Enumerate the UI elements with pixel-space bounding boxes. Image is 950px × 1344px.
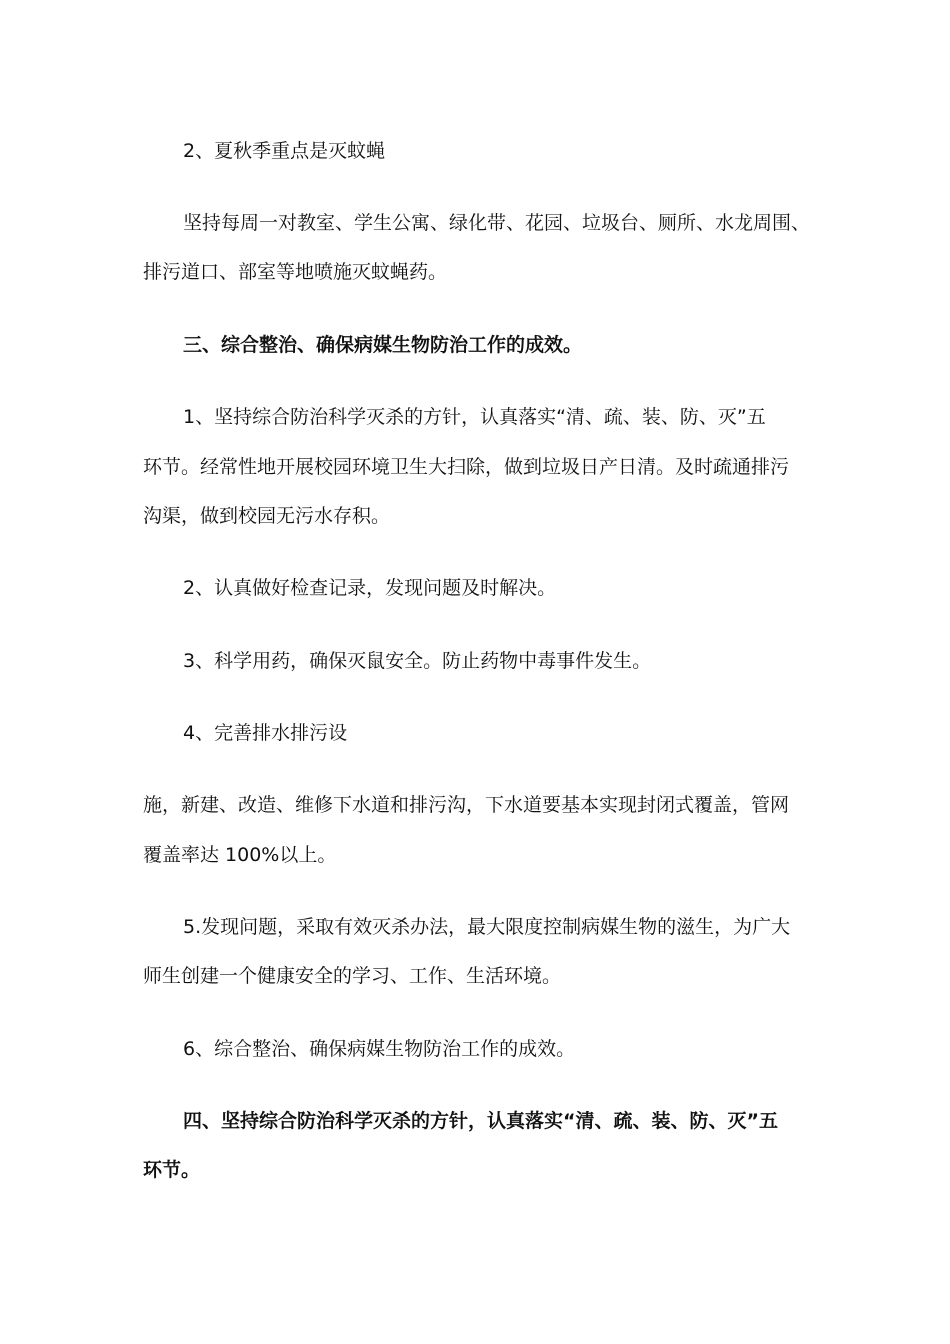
paragraph-line: 6、综合整治、确保病媒生物防治工作的成效。 bbox=[183, 1038, 576, 1060]
paragraph-line: 3、科学用药，确保灭鼠安全。防止药物中毒事件发生。 bbox=[183, 650, 652, 672]
paragraph-line: 2、认真做好检查记录，发现问题及时解决。 bbox=[183, 577, 557, 599]
section-heading: 三、综合整治、确保病媒生物防治工作的成效。 bbox=[183, 334, 583, 356]
paragraph-line: 1、坚持综合防治科学灭杀的方针，认真落实“清、疏、装、防、灭”五 bbox=[183, 406, 766, 428]
paragraph-line: 覆盖率达 100%以上。 bbox=[143, 844, 337, 866]
section-heading: 环节。 bbox=[143, 1159, 201, 1181]
paragraph-line: 5.发现问题，采取有效灭杀办法，最大限度控制病媒生物的滋生，为广大 bbox=[183, 916, 791, 938]
paragraph-line: 排污道口、部室等地喷施灭蚊蝇药。 bbox=[143, 261, 448, 283]
paragraph-line: 2、夏秋季重点是灭蚊蝇 bbox=[183, 140, 386, 162]
paragraph-line: 沟渠，做到校园无污水存积。 bbox=[143, 505, 391, 527]
paragraph-line: 坚持每周一对教室、学生公寓、绿化带、花园、垃圾台、厕所、水龙周围、 bbox=[183, 212, 811, 234]
paragraph-line: 4、完善排水排污设 bbox=[183, 722, 348, 744]
section-heading: 四、坚持综合防治科学灭杀的方针，认真落实“清、疏、装、防、灭”五 bbox=[183, 1110, 778, 1132]
paragraph-line: 师生创建一个健康安全的学习、工作、生活环境。 bbox=[143, 965, 562, 987]
paragraph-line: 环节。经常性地开展校园环境卫生大扫除，做到垃圾日产日清。及时疏通排污 bbox=[143, 456, 790, 478]
paragraph-line: 施，新建、改造、维修下水道和排污沟，下水道要基本实现封闭式覆盖，管网 bbox=[143, 794, 790, 816]
